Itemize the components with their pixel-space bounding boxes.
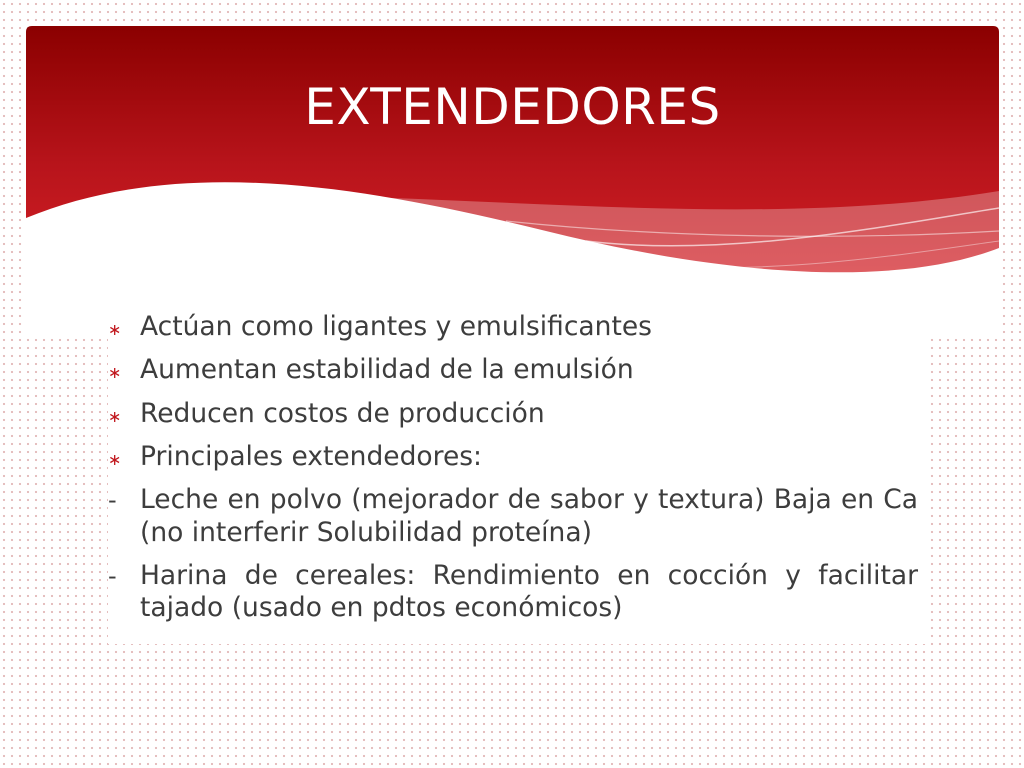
asterisk-bullet-icon: ∗ — [108, 406, 122, 426]
bullet-text: Leche en polvo (mejorador de sabor y textura) Baja en Ca (no interferir Solubilidad proteína) — [140, 484, 918, 548]
bullet-item — [108, 484, 918, 549]
bullet-text: Principales extendedores: — [140, 440, 482, 472]
title-banner — [26, 26, 999, 336]
dash-bullet-icon: - — [108, 561, 117, 590]
bullet-text: Actúan como ligantes y emulsificantes — [140, 311, 652, 342]
bullet-item — [108, 441, 918, 473]
bullet-text: Aumentan estabilidad de la emulsión — [140, 354, 634, 386]
dash-bullet-icon: - — [108, 486, 117, 515]
asterisk-bullet-icon: ∗ — [108, 363, 122, 383]
asterisk-bullet-icon: ∗ — [108, 320, 122, 339]
slide — [26, 26, 999, 768]
bullet-text: Harina de cereales: Rendimiento en cocción y facilitar tajado (usado en pdtos económicos) — [140, 559, 918, 624]
red-wave-banner — [26, 26, 999, 336]
bullet-text: Reducen costos de producción — [140, 397, 545, 429]
bullet-item — [108, 560, 918, 625]
slide-title: EXTENDEDORES — [304, 78, 721, 136]
bullet-item — [108, 398, 918, 430]
asterisk-bullet-icon: ∗ — [108, 449, 122, 469]
bullet-item — [108, 311, 918, 343]
bullet-list — [108, 311, 928, 644]
bullet-item — [108, 354, 918, 386]
